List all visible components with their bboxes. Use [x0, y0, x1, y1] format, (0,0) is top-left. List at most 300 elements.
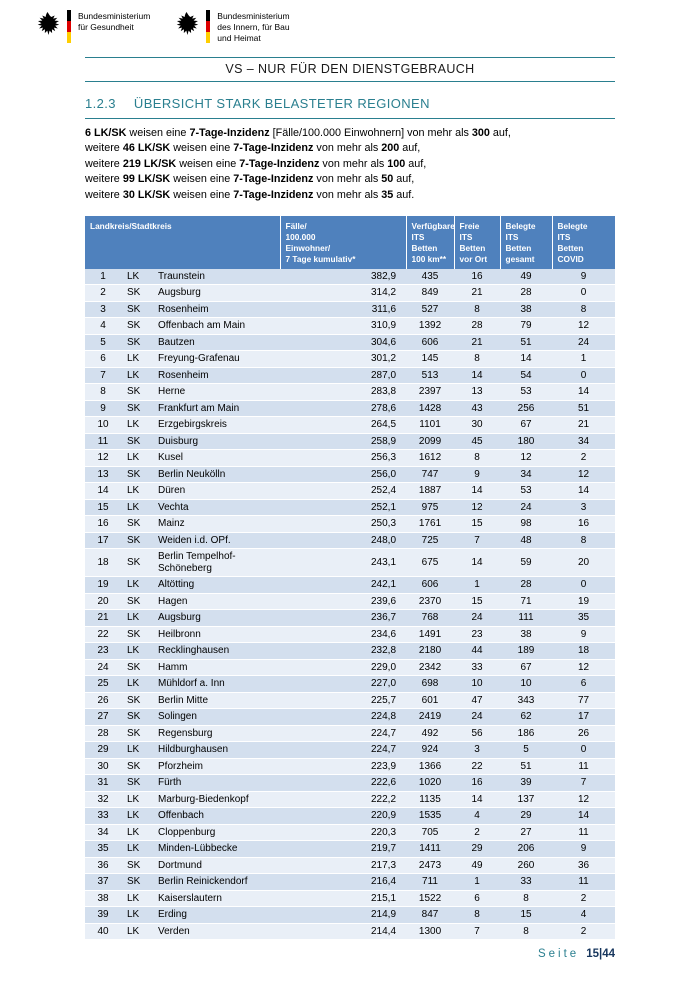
cell-nr: 9 — [85, 400, 121, 417]
table-row — [85, 433, 615, 450]
cell-nr: 19 — [85, 577, 121, 594]
cell-name: Berlin Tempelhof-Schöneberg — [155, 549, 280, 577]
cell-betten: 1535 — [406, 808, 454, 825]
table-row — [85, 610, 615, 627]
cell-faelle: 222,2 — [280, 791, 406, 808]
cell-gesamt: 67 — [500, 659, 552, 676]
cell-name: Duisburg — [155, 433, 280, 450]
cell-betten: 1522 — [406, 890, 454, 907]
cell-frei: 24 — [454, 610, 500, 627]
cell-gesamt: 189 — [500, 643, 552, 660]
cell-betten: 1428 — [406, 400, 454, 417]
cell-faelle: 224,7 — [280, 725, 406, 742]
cell-typ: LK — [121, 367, 155, 384]
cell-frei: 8 — [454, 907, 500, 924]
cell-covid: 9 — [552, 626, 615, 643]
cell-typ: SK — [121, 692, 155, 709]
cell-covid: 14 — [552, 384, 615, 401]
cell-frei: 14 — [454, 549, 500, 577]
cell-covid: 18 — [552, 643, 615, 660]
cell-name: Hamm — [155, 659, 280, 676]
cell-betten: 435 — [406, 269, 454, 285]
cell-frei: 14 — [454, 483, 500, 500]
cell-frei: 45 — [454, 433, 500, 450]
cell-covid: 16 — [552, 516, 615, 533]
cell-betten: 1491 — [406, 626, 454, 643]
cell-faelle: 256,3 — [280, 450, 406, 467]
table-row — [85, 890, 615, 907]
column-header-betten: Verfügbare ITS Betten 100 km** — [406, 216, 454, 269]
cell-nr: 14 — [85, 483, 121, 500]
cell-name: Heilbronn — [155, 626, 280, 643]
cell-betten: 2397 — [406, 384, 454, 401]
cell-gesamt: 28 — [500, 577, 552, 594]
cell-typ: LK — [121, 417, 155, 434]
cell-typ: SK — [121, 775, 155, 792]
cell-name: Bautzen — [155, 334, 280, 351]
intro-paragraph — [85, 126, 615, 203]
cell-typ: SK — [121, 549, 155, 577]
cell-covid: 26 — [552, 725, 615, 742]
cell-gesamt: 51 — [500, 758, 552, 775]
cell-covid: 19 — [552, 593, 615, 610]
cell-faelle: 287,0 — [280, 367, 406, 384]
table-row — [85, 483, 615, 500]
cell-betten: 601 — [406, 692, 454, 709]
cell-nr: 2 — [85, 285, 121, 302]
cell-frei: 44 — [454, 643, 500, 660]
cell-frei: 13 — [454, 384, 500, 401]
cell-frei: 43 — [454, 400, 500, 417]
cell-typ: LK — [121, 890, 155, 907]
table-row — [85, 417, 615, 434]
column-header-gesamt: Belegte ITS Betten gesamt — [500, 216, 552, 269]
cell-typ: SK — [121, 318, 155, 335]
cell-gesamt: 79 — [500, 318, 552, 335]
cell-covid: 9 — [552, 841, 615, 858]
cell-covid: 4 — [552, 907, 615, 924]
cell-name: Erzgebirgskreis — [155, 417, 280, 434]
cell-betten: 145 — [406, 351, 454, 368]
cell-nr: 15 — [85, 499, 121, 516]
cell-typ: SK — [121, 334, 155, 351]
cell-covid: 24 — [552, 334, 615, 351]
cell-nr: 24 — [85, 659, 121, 676]
cell-nr: 27 — [85, 709, 121, 726]
cell-frei: 2 — [454, 824, 500, 841]
cell-gesamt: 59 — [500, 549, 552, 577]
cell-name: Erding — [155, 907, 280, 924]
cell-faelle: 252,4 — [280, 483, 406, 500]
cell-typ: LK — [121, 351, 155, 368]
cell-covid: 11 — [552, 824, 615, 841]
classification-banner: VS – NUR FÜR DEN DIENSTGEBRAUCH — [85, 57, 615, 82]
cell-name: Vechta — [155, 499, 280, 516]
cell-typ: LK — [121, 841, 155, 858]
cell-betten: 1761 — [406, 516, 454, 533]
page-content — [85, 57, 615, 940]
table-row — [85, 791, 615, 808]
cell-nr: 29 — [85, 742, 121, 759]
cell-nr: 28 — [85, 725, 121, 742]
cell-faelle: 227,0 — [280, 676, 406, 693]
table-row — [85, 874, 615, 891]
cell-gesamt: 67 — [500, 417, 552, 434]
cell-name: Mühldorf a. Inn — [155, 676, 280, 693]
cell-typ: LK — [121, 907, 155, 924]
cell-gesamt: 260 — [500, 857, 552, 874]
cell-faelle: 214,9 — [280, 907, 406, 924]
cell-name: Augsburg — [155, 285, 280, 302]
table-row — [85, 593, 615, 610]
table-body — [85, 269, 615, 940]
cell-nr: 34 — [85, 824, 121, 841]
cell-name: Solingen — [155, 709, 280, 726]
cell-covid: 8 — [552, 532, 615, 549]
page-label: Seite — [537, 948, 580, 960]
cell-name: Offenbach am Main — [155, 318, 280, 335]
cell-name: Recklinghausen — [155, 643, 280, 660]
cell-frei: 14 — [454, 367, 500, 384]
table-row — [85, 775, 615, 792]
cell-frei: 16 — [454, 775, 500, 792]
table-row — [85, 269, 615, 285]
cell-frei: 15 — [454, 516, 500, 533]
cell-covid: 1 — [552, 351, 615, 368]
cell-typ: SK — [121, 285, 155, 302]
cell-typ: SK — [121, 384, 155, 401]
cell-typ: LK — [121, 269, 155, 285]
ministry-logos — [0, 0, 700, 45]
cell-nr: 26 — [85, 692, 121, 709]
table-row — [85, 367, 615, 384]
german-flag-stripe — [206, 10, 210, 43]
table-row — [85, 516, 615, 533]
cell-name: Berlin Reinickendorf — [155, 874, 280, 891]
cell-faelle: 223,9 — [280, 758, 406, 775]
cell-betten: 513 — [406, 367, 454, 384]
table-row — [85, 334, 615, 351]
table-row — [85, 318, 615, 335]
cell-name: Hagen — [155, 593, 280, 610]
cell-betten: 1887 — [406, 483, 454, 500]
cell-gesamt: 54 — [500, 367, 552, 384]
cell-faelle: 301,2 — [280, 351, 406, 368]
cell-typ: LK — [121, 610, 155, 627]
cell-betten: 698 — [406, 676, 454, 693]
cell-name: Kusel — [155, 450, 280, 467]
cell-covid: 35 — [552, 610, 615, 627]
cell-nr: 22 — [85, 626, 121, 643]
table-row — [85, 400, 615, 417]
cell-betten: 675 — [406, 549, 454, 577]
cell-name: Marburg-Biedenkopf — [155, 791, 280, 808]
cell-name: Frankfurt am Main — [155, 400, 280, 417]
cell-betten: 975 — [406, 499, 454, 516]
cell-nr: 32 — [85, 791, 121, 808]
cell-frei: 56 — [454, 725, 500, 742]
cell-faelle: 222,6 — [280, 775, 406, 792]
cell-covid: 0 — [552, 367, 615, 384]
cell-typ: SK — [121, 874, 155, 891]
cell-nr: 33 — [85, 808, 121, 825]
cell-faelle: 264,5 — [280, 417, 406, 434]
cell-typ: SK — [121, 626, 155, 643]
table-row — [85, 923, 615, 940]
cell-typ: LK — [121, 483, 155, 500]
cell-nr: 13 — [85, 466, 121, 483]
cell-covid: 12 — [552, 318, 615, 335]
cell-betten: 768 — [406, 610, 454, 627]
cell-covid: 6 — [552, 676, 615, 693]
intro-line: 6 LK/SK weisen eine 7-Tage-Inzidenz [Fälle/100.000 Einwohnern] von mehr als 300 auf, — [85, 127, 511, 139]
cell-covid: 7 — [552, 775, 615, 792]
cell-name: Traunstein — [155, 269, 280, 285]
cell-typ: LK — [121, 824, 155, 841]
logo-bundesministerium-innern — [174, 10, 289, 45]
cell-nr: 3 — [85, 301, 121, 318]
cell-nr: 38 — [85, 890, 121, 907]
cell-nr: 6 — [85, 351, 121, 368]
cell-nr: 16 — [85, 516, 121, 533]
cell-covid: 2 — [552, 890, 615, 907]
cell-faelle: 248,0 — [280, 532, 406, 549]
table-row — [85, 692, 615, 709]
cell-typ: LK — [121, 450, 155, 467]
federal-eagle-icon — [35, 11, 60, 45]
cell-frei: 23 — [454, 626, 500, 643]
cell-nr: 18 — [85, 549, 121, 577]
cell-frei: 1 — [454, 577, 500, 594]
cell-faelle: 243,1 — [280, 549, 406, 577]
cell-covid: 12 — [552, 659, 615, 676]
section-number: 1.2.3 — [85, 96, 116, 111]
cell-covid: 12 — [552, 466, 615, 483]
cell-faelle: 217,3 — [280, 857, 406, 874]
cell-gesamt: 62 — [500, 709, 552, 726]
cell-betten: 606 — [406, 577, 454, 594]
cell-betten: 847 — [406, 907, 454, 924]
cell-betten: 492 — [406, 725, 454, 742]
cell-typ: SK — [121, 659, 155, 676]
cell-gesamt: 33 — [500, 874, 552, 891]
cell-covid: 8 — [552, 301, 615, 318]
cell-faelle: 304,6 — [280, 334, 406, 351]
cell-gesamt: 49 — [500, 269, 552, 285]
table-row — [85, 742, 615, 759]
cell-typ: SK — [121, 758, 155, 775]
cell-faelle: 239,6 — [280, 593, 406, 610]
cell-nr: 35 — [85, 841, 121, 858]
intro-line: weitere 219 LK/SK weisen eine 7-Tage-Inzidenz von mehr als 100 auf, — [85, 157, 427, 170]
cell-faelle: 214,4 — [280, 923, 406, 940]
cell-nr: 25 — [85, 676, 121, 693]
cell-gesamt: 38 — [500, 626, 552, 643]
cell-gesamt: 27 — [500, 824, 552, 841]
cell-nr: 23 — [85, 643, 121, 660]
cell-covid: 21 — [552, 417, 615, 434]
cell-name: Freyung-Grafenau — [155, 351, 280, 368]
cell-frei: 3 — [454, 742, 500, 759]
cell-name: Augsburg — [155, 610, 280, 627]
table-row — [85, 659, 615, 676]
cell-typ: SK — [121, 709, 155, 726]
cell-name: Dortmund — [155, 857, 280, 874]
intro-line: weitere 46 LK/SK weisen eine 7-Tage-Inzidenz von mehr als 200 auf, — [85, 142, 421, 155]
cell-gesamt: 256 — [500, 400, 552, 417]
table-row — [85, 466, 615, 483]
page-number: 15|44 — [586, 948, 615, 960]
cell-gesamt: 48 — [500, 532, 552, 549]
cell-betten: 725 — [406, 532, 454, 549]
cell-frei: 28 — [454, 318, 500, 335]
cell-name: Cloppenburg — [155, 824, 280, 841]
cell-name: Berlin Mitte — [155, 692, 280, 709]
cell-betten: 1020 — [406, 775, 454, 792]
cell-nr: 30 — [85, 758, 121, 775]
table-row — [85, 626, 615, 643]
table-row — [85, 384, 615, 401]
regions-table — [85, 216, 615, 940]
cell-faelle: 258,9 — [280, 433, 406, 450]
cell-typ: SK — [121, 532, 155, 549]
table-row — [85, 758, 615, 775]
cell-nr: 7 — [85, 367, 121, 384]
cell-covid: 14 — [552, 808, 615, 825]
cell-gesamt: 12 — [500, 450, 552, 467]
cell-frei: 16 — [454, 269, 500, 285]
cell-nr: 36 — [85, 857, 121, 874]
cell-faelle: 224,7 — [280, 742, 406, 759]
cell-covid: 36 — [552, 857, 615, 874]
cell-faelle: 311,6 — [280, 301, 406, 318]
cell-betten: 711 — [406, 874, 454, 891]
cell-nr: 39 — [85, 907, 121, 924]
cell-typ: SK — [121, 433, 155, 450]
cell-name: Berlin Neukölln — [155, 466, 280, 483]
cell-typ: SK — [121, 593, 155, 610]
cell-frei: 8 — [454, 301, 500, 318]
cell-faelle: 229,0 — [280, 659, 406, 676]
cell-frei: 30 — [454, 417, 500, 434]
cell-frei: 21 — [454, 285, 500, 302]
section-heading — [85, 96, 615, 119]
cell-gesamt: 24 — [500, 499, 552, 516]
cell-covid: 3 — [552, 499, 615, 516]
cell-gesamt: 34 — [500, 466, 552, 483]
cell-name: Weiden i.d. OPf. — [155, 532, 280, 549]
cell-betten: 2473 — [406, 857, 454, 874]
cell-faelle: 224,8 — [280, 709, 406, 726]
cell-name: Mainz — [155, 516, 280, 533]
table-row — [85, 676, 615, 693]
cell-gesamt: 8 — [500, 923, 552, 940]
cell-nr: 17 — [85, 532, 121, 549]
cell-typ: SK — [121, 400, 155, 417]
table-row — [85, 285, 615, 302]
cell-betten: 2180 — [406, 643, 454, 660]
cell-gesamt: 71 — [500, 593, 552, 610]
german-flag-stripe — [67, 10, 71, 43]
cell-frei: 15 — [454, 593, 500, 610]
cell-nr: 8 — [85, 384, 121, 401]
cell-faelle: 278,6 — [280, 400, 406, 417]
cell-frei: 22 — [454, 758, 500, 775]
cell-name: Altötting — [155, 577, 280, 594]
cell-gesamt: 8 — [500, 890, 552, 907]
cell-frei: 6 — [454, 890, 500, 907]
cell-gesamt: 343 — [500, 692, 552, 709]
cell-faelle: 283,8 — [280, 384, 406, 401]
cell-gesamt: 5 — [500, 742, 552, 759]
cell-nr: 31 — [85, 775, 121, 792]
logo-text: Bundesministerium des Innern, für Bau und Heimat — [217, 11, 290, 44]
table-row — [85, 577, 615, 594]
cell-nr: 1 — [85, 269, 121, 285]
cell-covid: 20 — [552, 549, 615, 577]
cell-covid: 9 — [552, 269, 615, 285]
cell-typ: LK — [121, 742, 155, 759]
federal-eagle-icon — [174, 11, 199, 45]
cell-frei: 4 — [454, 808, 500, 825]
cell-frei: 29 — [454, 841, 500, 858]
cell-betten: 2419 — [406, 709, 454, 726]
cell-name: Rosenheim — [155, 301, 280, 318]
cell-covid: 17 — [552, 709, 615, 726]
cell-faelle: 382,9 — [280, 269, 406, 285]
cell-covid: 0 — [552, 577, 615, 594]
cell-nr: 10 — [85, 417, 121, 434]
column-header-landkreis: Landkreis/Stadtkreis — [85, 216, 280, 269]
cell-faelle: 216,4 — [280, 874, 406, 891]
section-title: ÜBERSICHT STARK BELASTETER REGIONEN — [133, 96, 430, 111]
cell-covid: 2 — [552, 923, 615, 940]
cell-frei: 21 — [454, 334, 500, 351]
cell-faelle: 314,2 — [280, 285, 406, 302]
cell-frei: 24 — [454, 709, 500, 726]
cell-covid: 0 — [552, 285, 615, 302]
cell-betten: 527 — [406, 301, 454, 318]
cell-nr: 20 — [85, 593, 121, 610]
intro-line: weitere 99 LK/SK weisen eine 7-Tage-Inzidenz von mehr als 50 auf, — [85, 173, 415, 186]
cell-betten: 2370 — [406, 593, 454, 610]
cell-betten: 1612 — [406, 450, 454, 467]
cell-typ: SK — [121, 301, 155, 318]
cell-betten: 2342 — [406, 659, 454, 676]
cell-covid: 51 — [552, 400, 615, 417]
cell-typ: LK — [121, 808, 155, 825]
cell-gesamt: 39 — [500, 775, 552, 792]
cell-betten: 1392 — [406, 318, 454, 335]
cell-frei: 1 — [454, 874, 500, 891]
cell-name: Rosenheim — [155, 367, 280, 384]
cell-gesamt: 186 — [500, 725, 552, 742]
cell-typ: LK — [121, 791, 155, 808]
cell-faelle: 310,9 — [280, 318, 406, 335]
cell-gesamt: 29 — [500, 808, 552, 825]
table-row — [85, 824, 615, 841]
table-row — [85, 499, 615, 516]
cell-gesamt: 38 — [500, 301, 552, 318]
cell-betten: 1135 — [406, 791, 454, 808]
logo-bundesministerium-gesundheit — [35, 10, 150, 45]
cell-typ: SK — [121, 516, 155, 533]
cell-covid: 14 — [552, 483, 615, 500]
cell-typ: LK — [121, 499, 155, 516]
cell-name: Minden-Lübbecke — [155, 841, 280, 858]
cell-faelle: 234,6 — [280, 626, 406, 643]
table-header-row — [85, 216, 615, 269]
